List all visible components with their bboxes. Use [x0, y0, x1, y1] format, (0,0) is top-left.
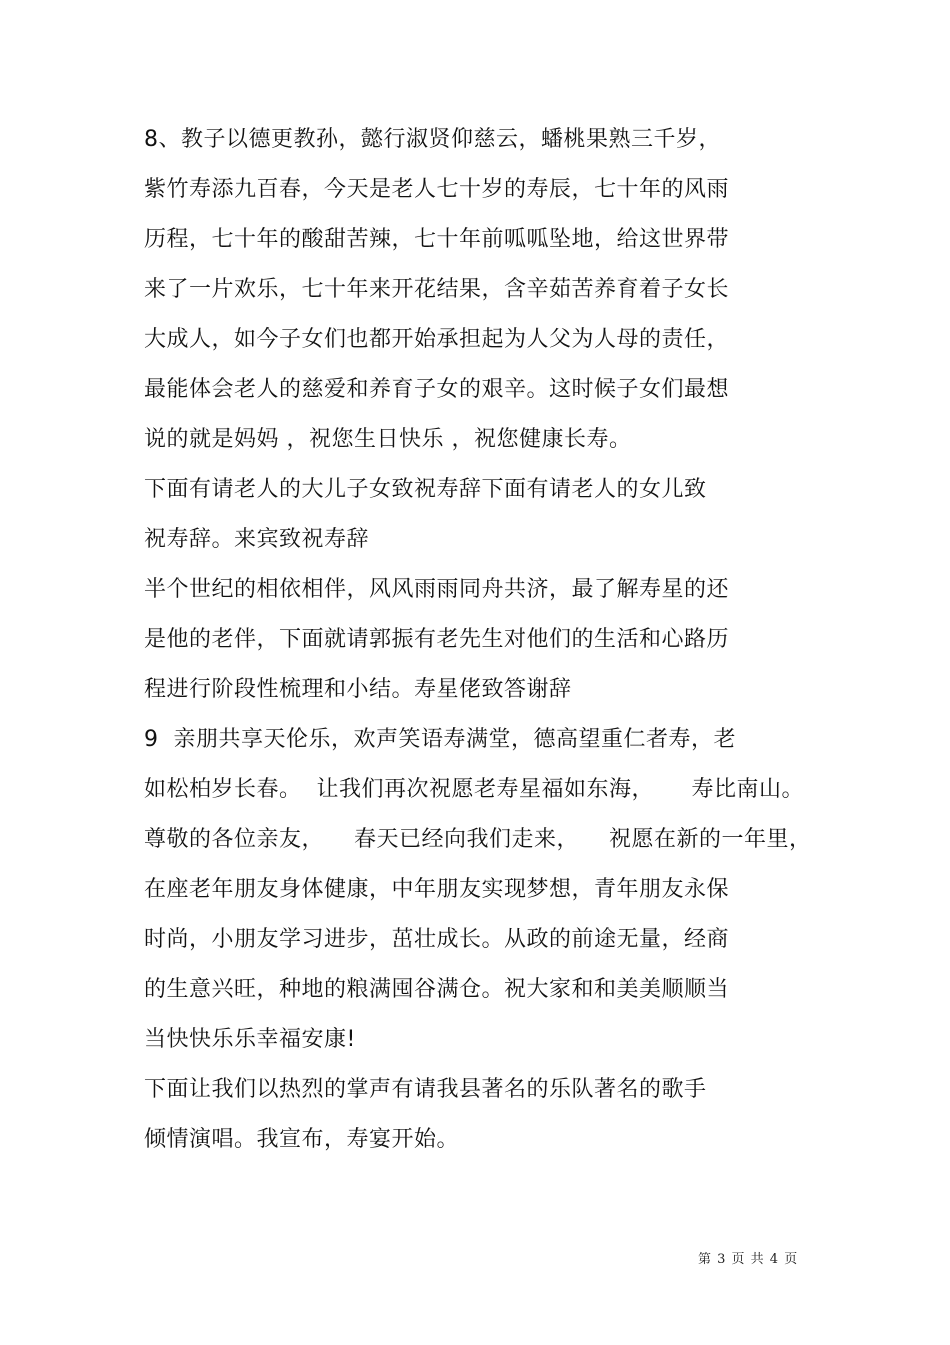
text-line: 尊敬的各位亲友， 春天已经向我们走来， 祝愿在新的一年里，	[144, 827, 812, 852]
text-line: 9 亲朋共享天伦乐，欢声笑语寿满堂，德高望重仁者寿，老	[144, 727, 736, 752]
text-line: 紫竹寿添九百春，今天是老人七十岁的寿辰，七十年的风雨	[144, 177, 730, 202]
text-line: 的生意兴旺，种地的粮满囤谷满仓。祝大家和和美美顺顺当	[144, 977, 730, 1002]
text-line: 最能体会老人的慈爱和养育子女的艰辛。这时候子女们最想	[144, 377, 730, 402]
text-line: 在座老年朋友身体健康，中年朋友实现梦想，青年朋友永保	[144, 877, 730, 902]
text-line: 祝寿辞。来宾致祝寿辞	[144, 527, 370, 552]
text-line: 时尚，小朋友学习进步，茁壮成长。从政的前途无量，经商	[144, 927, 730, 952]
text-line: 说的就是妈妈 ，祝您生日快乐 ，祝您健康长寿。	[144, 427, 632, 452]
text-line: 倾情演唱。我宣布，寿宴开始。	[144, 1127, 460, 1152]
text-line: 程进行阶段性梳理和小结。寿星佬致答谢辞	[144, 677, 572, 702]
text-line: 下面让我们以热烈的掌声有请我县著名的乐队著名的歌手	[144, 1077, 707, 1102]
text-line: 历程，七十年的酸甜苦辣，七十年前呱呱坠地，给这世界带	[144, 227, 730, 252]
text-line: 来了一片欢乐，七十年来开花结果，含辛茹苦养育着子女长	[144, 277, 730, 302]
page-number-footer: 第 3 页 共 4 页	[698, 1252, 799, 1267]
text-line: 是他的老伴，下面就请郭振有老先生对他们的生活和心路历	[144, 627, 730, 652]
text-line: 8、教子以德更教孙，懿行淑贤仰慈云，蟠桃果熟三千岁，	[144, 127, 721, 152]
text-line: 当快快乐乐幸福安康!	[144, 1027, 356, 1052]
text-line: 半个世纪的相依相伴，风风雨雨同舟共济，最了解寿星的还	[144, 577, 730, 602]
text-line: 大成人，如今子女们也都开始承担起为人父为人母的责任，	[144, 327, 730, 352]
text-line: 如松柏岁长春。 让我们再次祝愿老寿星福如东海， 寿比南山。	[144, 777, 804, 802]
text-line: 下面有请老人的大儿子女致祝寿辞下面有请老人的女儿致	[144, 477, 707, 502]
